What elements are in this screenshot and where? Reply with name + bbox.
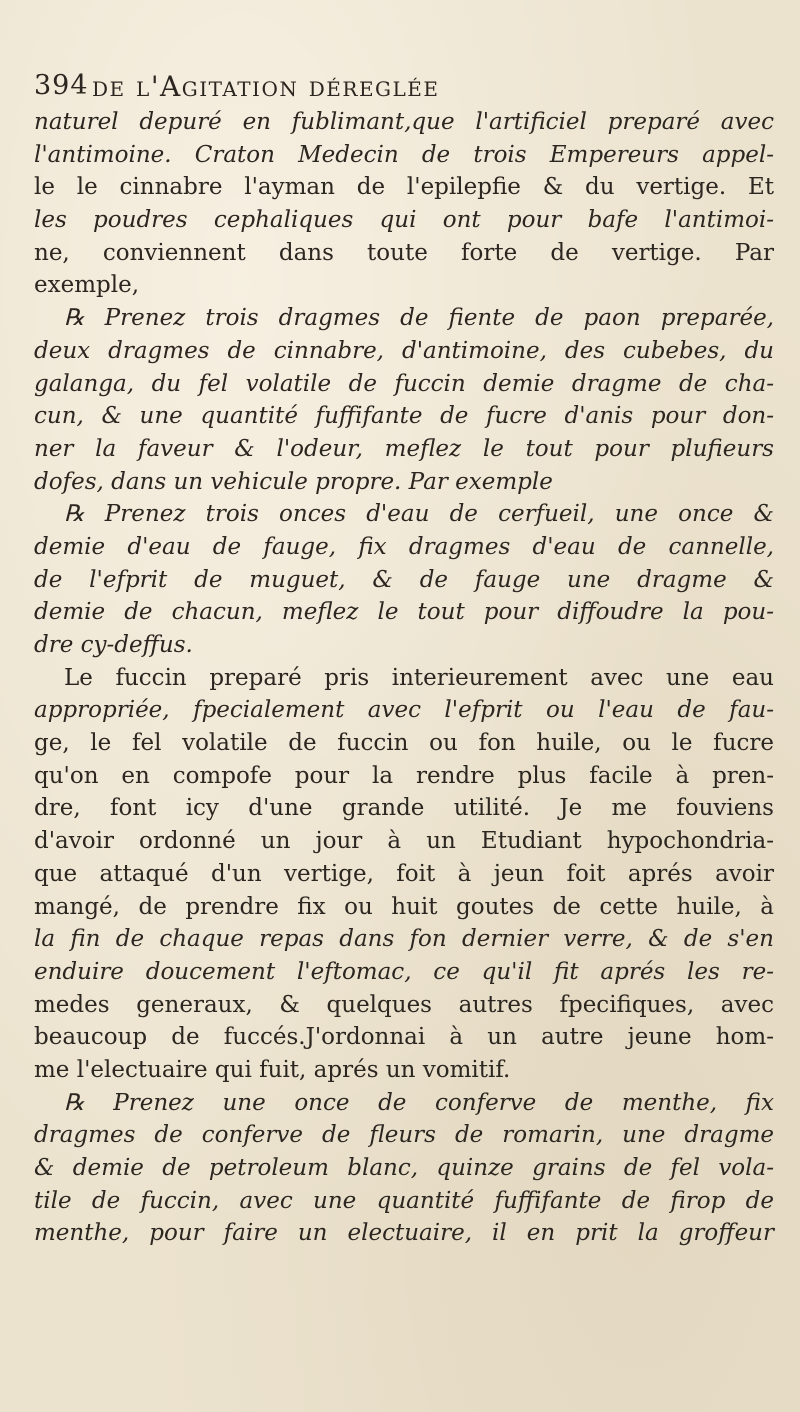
text-line: me l'electuaire qui fuit, aprés un vomitif. <box>34 1056 511 1083</box>
text-line: les poudres cephaliques qui ont pour bafe l'antimoi- <box>34 207 774 234</box>
text-line: qu'on en compofe pour la rendre plus facile à pren- <box>34 762 774 789</box>
text-line: dofes, dans un vehicule propre. Par exemple <box>34 468 553 495</box>
text-line: deux dragmes de cinnabre, d'antimoine, des cubebes, du <box>34 337 774 364</box>
text-line: dragmes de conferve de fleurs de romarin, une dragme <box>34 1122 774 1149</box>
text-line: medes generaux, & quelques autres fpecifiques, avec <box>34 991 774 1018</box>
text-line: d'avoir ordonné un jour à un Etudiant hypochondria- <box>34 828 774 855</box>
page-number: 394 <box>34 70 89 101</box>
body-text <box>34 106 774 1250</box>
text-line: menthe, pour faire un electuaire, il en prit la groffeur <box>34 1220 774 1247</box>
text-line: l'antimoine. Craton Medecin de trois Empereurs appel- <box>34 141 774 168</box>
text-line: beaucoup de fuccés.J'ordonnai à un autre jeune hom- <box>34 1024 774 1051</box>
text-line: appropriée, fpecialement avec l'efprit ou l'eau de fau- <box>34 697 774 724</box>
text-line: exemple, <box>34 272 140 299</box>
text-line: que attaqué d'un vertige, foit à jeun foit aprés avoir <box>34 860 774 887</box>
text-line: dre cy-deffus. <box>34 632 193 658</box>
text-line: ge, le fel volatile de fuccin ou fon huile, ou le fucre <box>34 730 774 757</box>
text-line: tile de fuccin, avec une quantité fuffifante de firop de <box>34 1187 774 1214</box>
text-line: la fin de chaque repas dans fon dernier verre, & de s'en <box>34 926 774 953</box>
paragraph-start: Le fuccin preparé pris interieurement avec une eau <box>64 664 774 691</box>
text-line: naturel depuré en fublimant,que l'artificiel preparé avec <box>34 109 774 135</box>
text-line: enduire doucement l'eftomac, ce qu'il fit aprés les re- <box>34 958 774 985</box>
text-line: mangé, de prendre fix ou huit goutes de cette huile, à <box>34 893 774 920</box>
text-line: de l'efprit de muguet, & de fauge une dragme & <box>34 566 774 593</box>
recipe-line: ℞ Prenez une once de conferve de menthe, fix <box>64 1089 774 1116</box>
running-head: de l'Agitation déreglée <box>92 70 440 103</box>
text-line: le le cinnabre l'ayman de l'epilepfie & du vertige. Et <box>34 174 774 201</box>
text-line: ner la faveur & l'odeur, meflez le tout pour plufieurs <box>34 435 774 462</box>
text-line: cun, & une quantité fuffifante de fucre d'anis pour don- <box>34 403 774 430</box>
page-header <box>34 70 774 110</box>
text-line: demie d'eau de fauge, fix dragmes d'eau de cannelle, <box>34 533 774 560</box>
text-line: demie de chacun, meflez le tout pour diffoudre la pou- <box>34 599 774 626</box>
text-line: dre, font icy d'une grande utilité. Je me fouviens <box>34 795 774 822</box>
recipe-line: ℞ Prenez trois onces d'eau de cerfueil, une once & <box>64 501 774 528</box>
recipe-line: ℞ Prenez trois dragmes de fiente de paon preparée, <box>64 305 774 332</box>
text-line: galanga, du fel volatile de fuccin demie dragme de cha- <box>34 370 774 397</box>
text-line: ne, conviennent dans toute forte de vertige. Par <box>34 239 774 266</box>
text-line: & demie de petroleum blanc, quinze grains de fel vola- <box>34 1155 774 1181</box>
